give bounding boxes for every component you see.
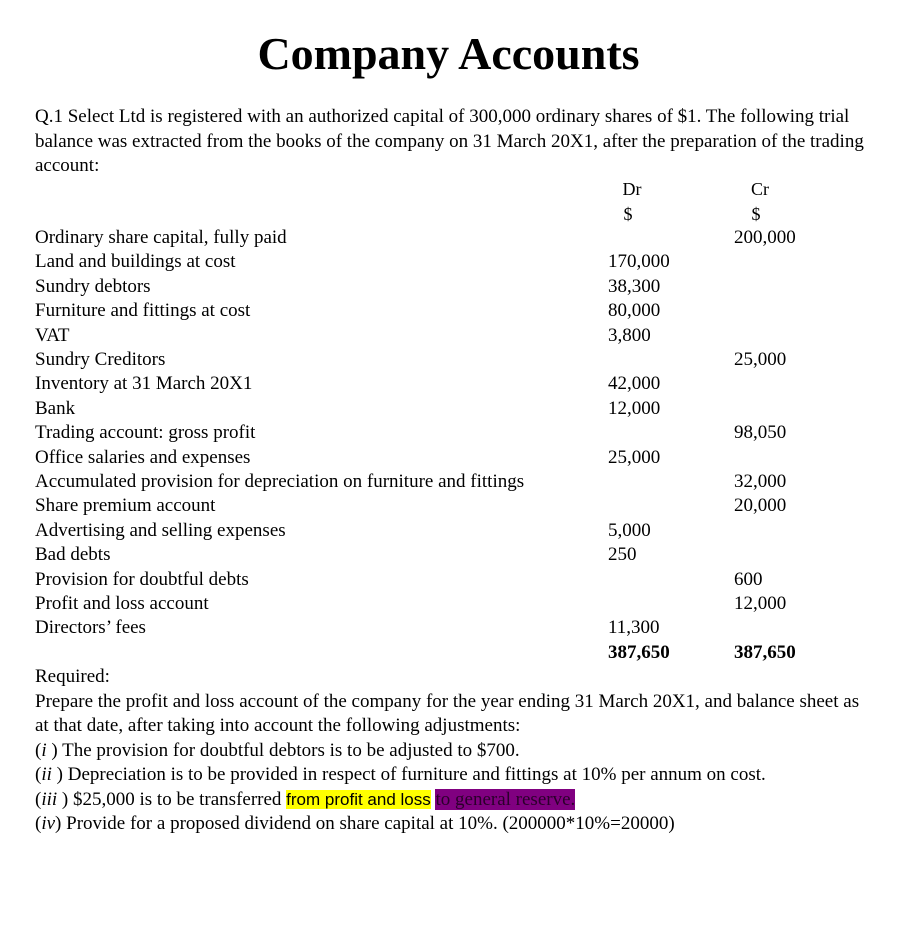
cr-column-header: Cr [751,179,769,199]
cr-amount: 200,000 [734,227,796,248]
account-label: Inventory at 31 March 20X1 [35,373,253,395]
account-label: Land and buildings at cost [35,251,236,273]
required-section [35,665,875,837]
trial-balance-row [35,470,835,494]
dr-total: 387,650 [608,641,670,663]
dr-amount: 12,000 [608,397,661,419]
adjustment-number: iii [41,788,58,810]
trial-balance-row [35,275,835,299]
account-label: Trading account: gross profit [35,422,256,444]
trial-balance-row [35,348,835,372]
dr-amount: 25,000 [608,446,661,468]
trial-balance-row [35,250,835,274]
dr-column-header: Dr [622,179,642,199]
cr-amount: 25,000 [734,349,787,370]
account-label: Provision for doubtful debts [35,568,249,590]
dr-amount: 3,800 [608,324,651,346]
adjustment-number: iv [41,813,56,834]
account-label: Directors’ fees [35,617,146,639]
trial-balance-row [35,372,835,396]
trial-balance-row [35,616,835,640]
trial-balance-row [35,421,835,445]
account-label: Office salaries and expenses [35,446,251,468]
account-label: VAT [35,324,70,346]
required-text: Prepare the profit and loss account of the company for the year ending 31 March 20X1, and balance sheet as at that date, after taking into account the following adjustments: [35,690,860,736]
dr-amount: 5,000 [608,519,651,541]
trial-balance-row [35,592,835,616]
adjustment-item: (iii ) $25,000 is to be transferred from profit and loss to general reserve. [35,788,576,810]
account-label: Share premium account [35,495,216,517]
adjustment-item: (i ) The provision for doubtful debtors is to be adjusted to $700. [35,739,520,761]
adjustment-item: (iv) Provide for a proposed dividend on share capital at 10%. (200000*10%=20000) [35,813,675,834]
dr-amount: 42,000 [608,373,661,395]
cr-amount: 20,000 [734,495,787,517]
account-label: Advertising and selling expenses [35,519,286,541]
trial-balance-row [35,543,835,567]
trial-balance-row [35,324,835,348]
trial-balance-row [35,299,835,323]
adjustment-text: The provision for doubtful debtors is to be adjusted to $700. [57,739,520,761]
dr-amount: 38,300 [608,275,661,297]
dr-unit: $ [623,204,633,224]
account-label: Sundry Creditors [35,349,166,370]
adjustment-number: i [41,739,47,761]
trial-balance-row [35,397,835,421]
account-label: Bad debts [35,544,111,566]
dr-amount: 250 [608,544,637,566]
highlight-yellow: from profit and loss [286,789,431,809]
trial-balance-row [35,494,835,518]
page-title: Company Accounts [257,28,640,79]
dr-amount: 170,000 [608,251,670,273]
account-label: Accumulated provision for depreciation on furniture and fittings [35,471,525,492]
adjustment-text: $25,000 is to be transferred [68,788,287,810]
cr-amount: 98,050 [734,422,787,444]
totals-row [35,641,835,665]
cr-amount: 12,000 [734,593,787,614]
adjustment-text: Depreciation is to be provided in respect of furniture and fittings at 10% per annum on cost. [62,764,766,785]
dr-amount: 80,000 [608,300,661,322]
cr-total: 387,650 [734,641,796,663]
adjustment-text: Provide for a proposed dividend on share capital at 10%. (200000*10%=20000) [66,813,675,834]
cr-amount: 32,000 [734,471,787,492]
trial-balance-row [35,519,835,543]
highlight-purple: to general reserve. [435,788,576,810]
account-label: Ordinary share capital, fully paid [35,227,287,248]
cr-unit: $ [751,204,761,224]
trial-balance-row [35,568,835,592]
account-label: Bank [35,397,76,419]
account-label: Sundry debtors [35,275,151,297]
account-label: Furniture and fittings at cost [35,300,251,322]
cr-amount: 600 [734,568,763,590]
trial-balance-row [35,446,835,470]
required-heading: Required: [35,666,110,687]
adjustment-number: ii [41,764,52,785]
adjustment-item: (ii ) Depreciation is to be provided in respect of furniture and fittings at 10% per annum on cost. [35,764,766,785]
dr-amount: 11,300 [608,617,660,639]
question-intro: Q.1 Select Ltd is registered with an authorized capital of 300,000 ordinary shares of $1. The following trial balance was extracted from the books of the company on 31 March 20X1, after the preparation of the trading account: [35,106,864,176]
trial-balance-row [35,226,835,250]
account-label: Profit and loss account [35,593,209,614]
